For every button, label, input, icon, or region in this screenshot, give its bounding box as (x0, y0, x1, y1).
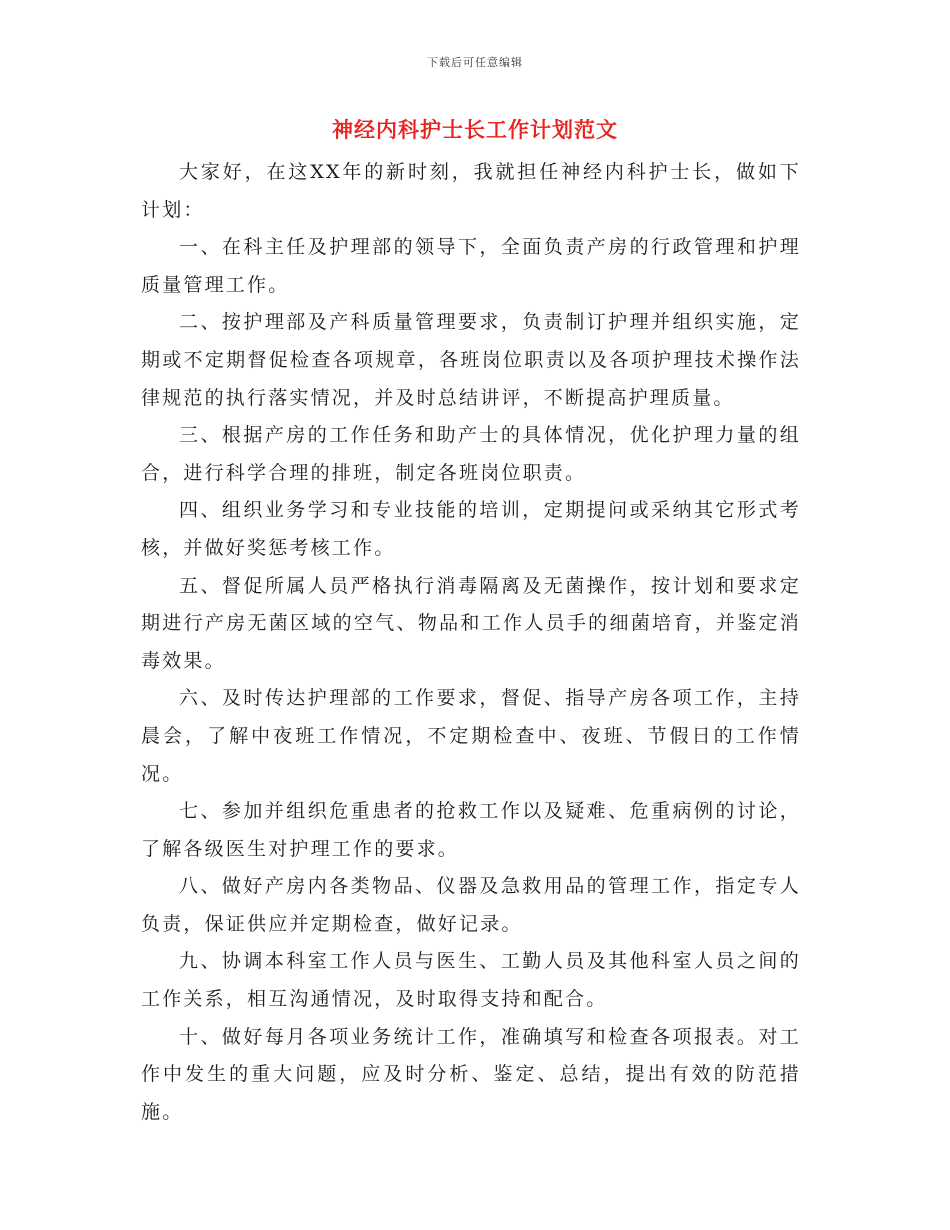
paragraph-item-3: 三、根据产房的工作任务和助产士的具体情况，优化护理力量的组合，进行科学合理的排班，制定各班岗位职责。 (141, 424, 801, 484)
paragraph-item-4: 四、组织业务学习和专业技能的培训，定期提问或采纳其它形式考核，并做好奖惩考核工作。 (141, 499, 801, 559)
header-note: 下载后可任意编辑 (427, 56, 523, 69)
paragraph-item-9: 九、协调本科室工作人员与医生、工勤人员及其他科室人员之间的工作关系，相互沟通情况，及时取得支持和配合。 (141, 950, 801, 1011)
paragraph-item-5: 五、督促所属人员严格执行消毒隔离及无菌操作，按计划和要求定期进行产房无菌区域的空气、物品和工作人员手的细菌培育，并鉴定消毒效果。 (141, 574, 801, 672)
paragraph-item-10: 十、做好每月各项业务统计工作，准确填写和检查各项报表。对工作中发生的重大问题，应及时分析、鉴定、总结，提出有效的防范措施。 (141, 1025, 801, 1123)
paragraph-item-6: 六、及时传达护理部的工作要求，督促、指导产房各项工作，主持晨会，了解中夜班工作情况，不定期检查中、夜班、节假日的工作情况。 (141, 687, 801, 785)
paragraph-item-1: 一、在科主任及护理部的领导下，全面负责产房的行政管理和护理质量管理工作。 (141, 236, 801, 296)
document-body (141, 154, 801, 1131)
document-title: 神经内科护士长工作计划范文 (332, 118, 618, 142)
paragraph-item-2: 二、按护理部及产科质量管理要求，负责制订护理并组织实施，定期或不定期督促检查各项规章，各班岗位职责以及各项护理技术操作法律规范的执行落实情况，并及时总结讲评，不断提高护理质量。 (141, 311, 801, 409)
paragraph-intro: 大家好，在这XX年的新时刻，我就担任神经内科护士长，做如下计划： (141, 161, 801, 221)
paragraph-item-7: 七、参加并组织危重患者的抢救工作以及疑难、危重病例的讨论，了解各级医生对护理工作的要求。 (141, 800, 801, 860)
paragraph-item-8: 八、做好产房内各类物品、仪器及急救用品的管理工作，指定专人负责，保证供应并定期检查，做好记录。 (141, 875, 801, 935)
